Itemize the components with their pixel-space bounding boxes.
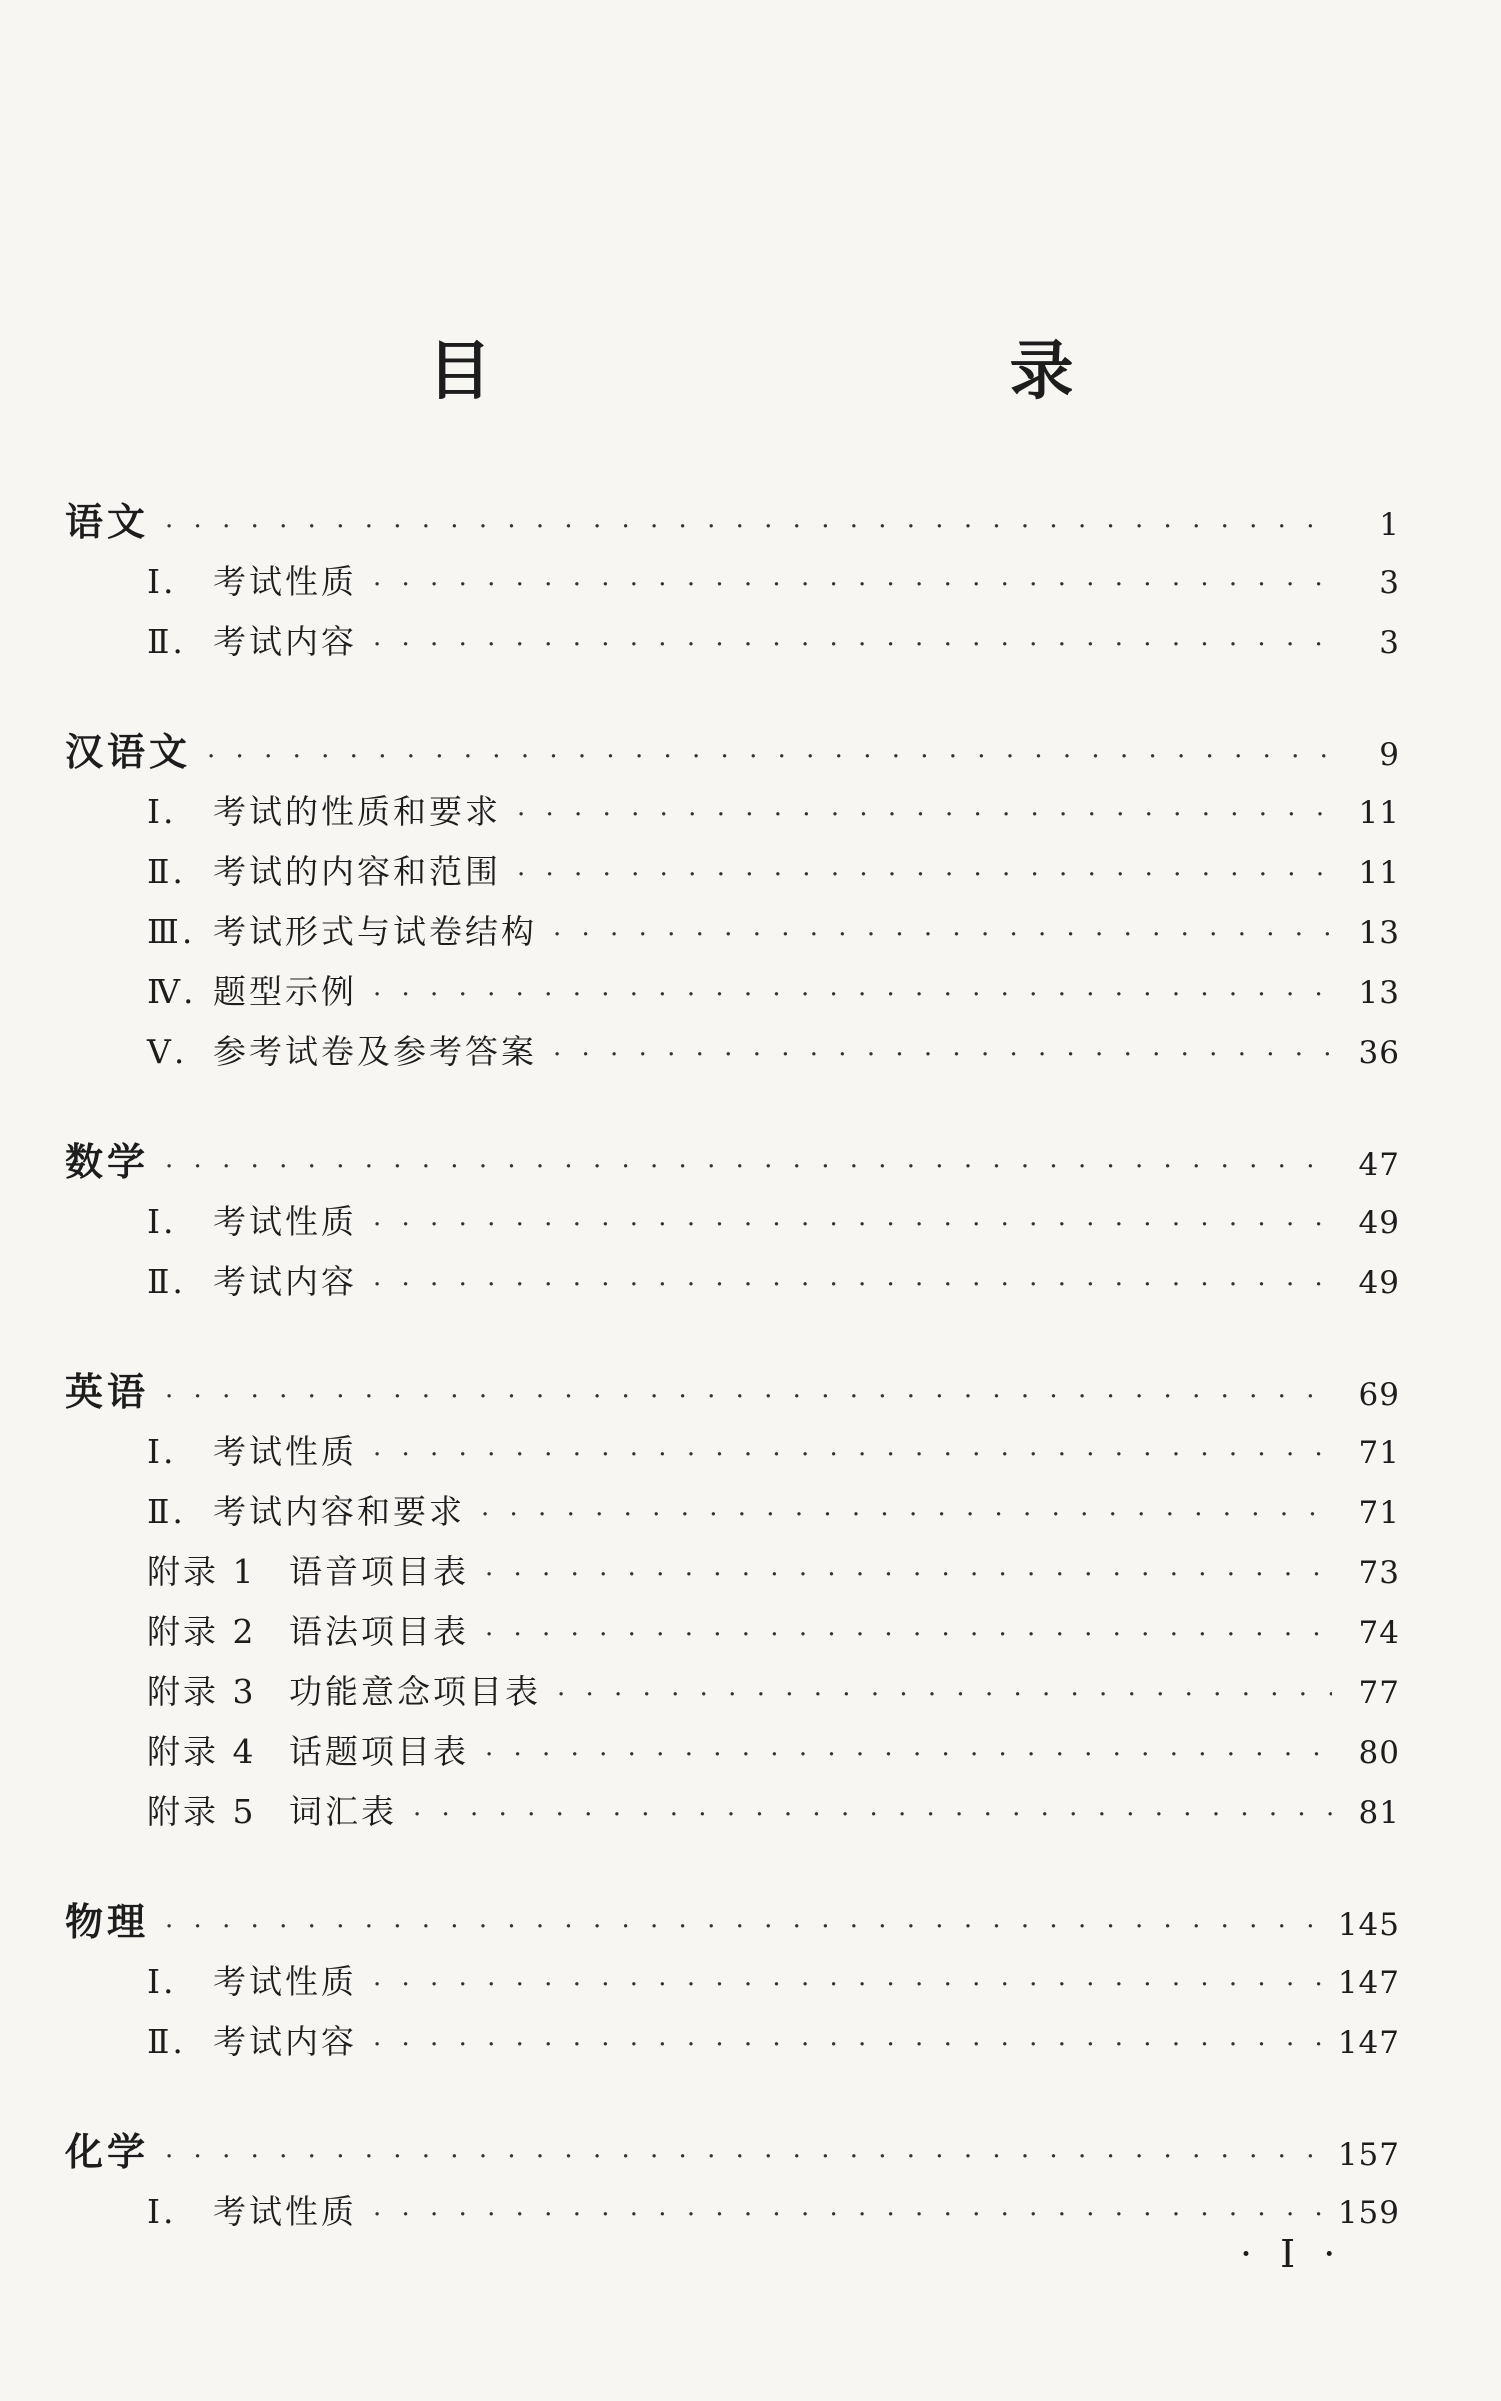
dot-leader <box>373 1255 1332 1315</box>
toc-section-heading[interactable] <box>65 722 1400 782</box>
toc-entry[interactable] <box>65 1662 1400 1722</box>
section-page-number: 1 <box>1379 507 1400 543</box>
entry-number: Ⅰ. <box>147 562 177 601</box>
entry-page-number: 71 <box>1358 1435 1400 1471</box>
toc-section-heading[interactable] <box>65 2122 1400 2182</box>
entry-page-number: 147 <box>1337 1965 1400 2001</box>
toc-entry[interactable] <box>65 962 1400 1022</box>
entry-page-number: 159 <box>1337 2195 1400 2231</box>
dot-leader <box>373 1425 1332 1485</box>
entry-page-number: 71 <box>1358 1495 1400 1531</box>
toc-section <box>65 1362 1400 1842</box>
dot-leader <box>165 497 1332 557</box>
toc-entry[interactable] <box>65 1602 1400 1662</box>
toc-entry[interactable] <box>65 1022 1400 1082</box>
entry-page-number: 81 <box>1358 1795 1400 1831</box>
section-title: 化学 <box>65 2130 150 2174</box>
dot-leader <box>373 615 1332 675</box>
section-title: 语文 <box>65 500 150 544</box>
entry-label: 词汇表 <box>289 1792 397 1831</box>
dot-leader <box>373 1195 1332 1255</box>
entry-page-number: 13 <box>1358 915 1400 951</box>
dot-leader <box>481 1485 1332 1545</box>
entry-page-number: 3 <box>1379 565 1400 601</box>
toc-section <box>65 1132 1400 1312</box>
entry-number: 附录 1 <box>147 1552 257 1591</box>
entry-page-number: 147 <box>1337 2025 1400 2061</box>
dot-leader <box>207 727 1332 787</box>
entry-label: 考试性质 <box>213 562 357 601</box>
toc-entry[interactable] <box>65 902 1400 962</box>
dot-leader <box>165 1897 1324 1957</box>
toc-section-heading[interactable] <box>65 1892 1400 1952</box>
dot-leader <box>485 1605 1332 1665</box>
entry-number: Ⅰ. <box>147 1202 177 1241</box>
entry-label: 参考试卷及参考答案 <box>213 1032 537 1071</box>
toc-section <box>65 722 1400 1082</box>
entry-label: 考试的性质和要求 <box>213 792 501 831</box>
section-page-number: 157 <box>1337 2137 1400 2173</box>
dot-leader <box>165 1367 1332 1427</box>
section-page-number: 145 <box>1337 1907 1400 1943</box>
toc-entry[interactable] <box>65 2182 1400 2242</box>
entry-label: 考试性质 <box>213 2192 357 2231</box>
entry-number: Ⅰ. <box>147 792 177 831</box>
table-of-contents <box>65 492 1400 2242</box>
entry-number: Ⅱ. <box>147 852 186 891</box>
entry-label: 考试性质 <box>213 1202 357 1241</box>
entry-page-number: 49 <box>1358 1265 1400 1301</box>
entry-page-number: 80 <box>1358 1735 1400 1771</box>
entry-number: Ⅳ. <box>147 972 197 1011</box>
toc-entry[interactable] <box>65 1422 1400 1482</box>
entry-label: 话题项目表 <box>289 1732 469 1771</box>
entry-page-number: 11 <box>1358 855 1400 891</box>
section-page-number: 9 <box>1379 737 1400 773</box>
dot-leader <box>165 1137 1332 1197</box>
section-spacer <box>65 1082 1400 1132</box>
entry-page-number: 3 <box>1379 625 1400 661</box>
dot-leader <box>485 1545 1332 1605</box>
entry-label: 语法项目表 <box>289 1612 469 1651</box>
section-spacer <box>65 1842 1400 1892</box>
toc-section <box>65 2122 1400 2242</box>
entry-label: 考试形式与试卷结构 <box>213 912 537 951</box>
dot-leader <box>373 1955 1324 2015</box>
toc-entry[interactable] <box>65 612 1400 672</box>
dot-leader <box>373 965 1332 1025</box>
entry-number: 附录 5 <box>147 1792 257 1831</box>
entry-label: 考试内容 <box>213 1262 357 1301</box>
entry-label: 考试的内容和范围 <box>213 852 501 891</box>
toc-entry[interactable] <box>65 782 1400 842</box>
page-number-footer: · Ⅰ · <box>1240 2232 1344 2276</box>
entry-number: Ⅱ. <box>147 1492 186 1531</box>
toc-entry[interactable] <box>65 1252 1400 1312</box>
toc-section-heading[interactable] <box>65 492 1400 552</box>
entry-label: 考试内容和要求 <box>213 1492 465 1531</box>
entry-label: 考试内容 <box>213 622 357 661</box>
entry-page-number: 74 <box>1358 1615 1400 1651</box>
entry-label: 考试内容 <box>213 2022 357 2061</box>
entry-number: Ⅴ. <box>147 1032 188 1071</box>
entry-number: Ⅰ. <box>147 2192 177 2231</box>
section-spacer <box>65 1312 1400 1362</box>
dot-leader <box>517 785 1332 845</box>
entry-page-number: 49 <box>1358 1205 1400 1241</box>
dot-leader <box>373 555 1332 615</box>
entry-number: Ⅰ. <box>147 1432 177 1471</box>
dot-leader <box>485 1725 1332 1785</box>
dot-leader <box>553 1025 1332 1085</box>
entry-page-number: 77 <box>1358 1675 1400 1711</box>
toc-section-heading[interactable] <box>65 1132 1400 1192</box>
entry-number: Ⅲ. <box>147 912 196 951</box>
entry-label: 考试性质 <box>213 1962 357 2001</box>
section-page-number: 47 <box>1358 1147 1400 1183</box>
entry-page-number: 73 <box>1358 1555 1400 1591</box>
toc-entry[interactable] <box>65 1952 1400 2012</box>
dot-leader <box>553 905 1332 965</box>
entry-number: Ⅱ. <box>147 2022 186 2061</box>
entry-number: 附录 2 <box>147 1612 257 1651</box>
toc-entry[interactable] <box>65 1542 1400 1602</box>
section-title: 英语 <box>65 1370 150 1414</box>
toc-entry[interactable] <box>65 2012 1400 2072</box>
page-title: 目 录 <box>427 335 1204 409</box>
section-title: 汉语文 <box>65 730 192 774</box>
dot-leader <box>373 2015 1324 2075</box>
toc-entry[interactable] <box>65 1192 1400 1252</box>
section-title: 数学 <box>65 1140 150 1184</box>
section-spacer <box>65 672 1400 722</box>
toc-entry[interactable] <box>65 1782 1400 1842</box>
entry-page-number: 11 <box>1358 795 1400 831</box>
toc-section <box>65 1892 1400 2072</box>
dot-leader <box>413 1785 1332 1845</box>
entry-number: Ⅱ. <box>147 1262 186 1301</box>
entry-number: Ⅱ. <box>147 622 186 661</box>
dot-leader <box>557 1665 1332 1725</box>
entry-number: 附录 4 <box>147 1732 257 1771</box>
entry-number: Ⅰ. <box>147 1962 177 2001</box>
toc-entry[interactable] <box>65 1482 1400 1542</box>
toc-section <box>65 492 1400 672</box>
section-title: 物理 <box>65 1900 150 1944</box>
dot-leader <box>517 845 1332 905</box>
entry-page-number: 13 <box>1358 975 1400 1011</box>
section-spacer <box>65 2072 1400 2122</box>
toc-section-heading[interactable] <box>65 1362 1400 1422</box>
dot-leader <box>373 2185 1324 2245</box>
toc-entry[interactable] <box>65 842 1400 902</box>
entry-page-number: 36 <box>1358 1035 1400 1071</box>
entry-label: 语音项目表 <box>289 1552 469 1591</box>
entry-label: 考试性质 <box>213 1432 357 1471</box>
entry-label: 题型示例 <box>213 972 357 1011</box>
toc-entry[interactable] <box>65 552 1400 612</box>
entry-number: 附录 3 <box>147 1672 257 1711</box>
entry-label: 功能意念项目表 <box>289 1672 541 1711</box>
dot-leader <box>165 2127 1324 2187</box>
toc-entry[interactable] <box>65 1722 1400 1782</box>
section-page-number: 69 <box>1358 1377 1400 1413</box>
